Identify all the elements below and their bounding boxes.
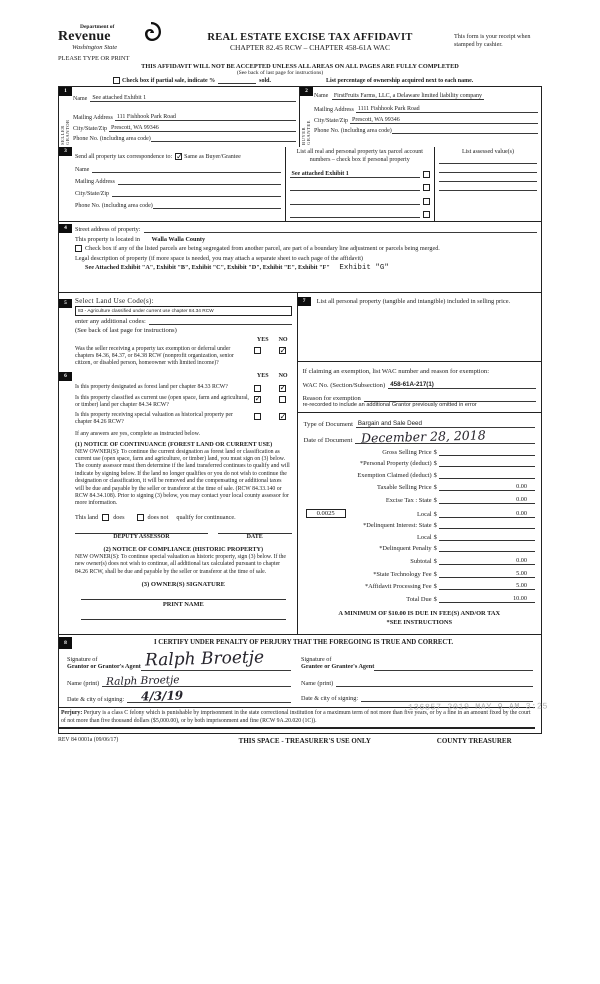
section-6-badge: 6 [59, 372, 72, 381]
corr-name-value[interactable] [92, 172, 280, 173]
fee-exemption-value[interactable] [439, 478, 535, 479]
grantee-signature-line[interactable] [374, 657, 533, 671]
doc-date-value[interactable]: December 28, 2018 [361, 427, 487, 446]
question-current-use: Is this property classified as current use (open space, farm and agricultural, or timber) land per chapter 84.34 RCW? ✓ [75, 395, 292, 409]
question-exemption: Was the seller receiving a property tax exemption or deferral under chapters 84.36, 84.37, or 84.38 RCW (nonprofit organization, senior citizen, or disabled person, homeowner with limited income)? ✓ [75, 346, 292, 368]
question-historic: Is this property receiving special valuation as historical property per chapter 84.26 RCW? ✓ [75, 412, 292, 426]
doc-type-label: Type of Document [303, 421, 353, 428]
legal-description-value[interactable]: See Attached Exhibit "A", Exhibit "B", Exhibit "C", Exhibit "D", Exhibit "E", Exhibit "F" [85, 264, 330, 271]
buyer-phone-label: Phone No. (including area code) [314, 127, 392, 134]
assessed-values-box [435, 147, 541, 221]
see-back-note: (See back of last page for instructions) [236, 70, 324, 76]
fee-row-delinq-interest-local: Local $ [304, 534, 535, 541]
corr-city-label: City/State/Zip [75, 191, 109, 197]
fee-delinq-penalty-value[interactable] [439, 551, 535, 552]
fee-delinq-interest-local-value[interactable] [439, 540, 535, 541]
form-footer [58, 737, 542, 745]
minimum-fee-note: A MINIMUM OF $10.00 IS DUE IN FEE(S) AND/OR TAX [338, 609, 501, 617]
historic-no-checkbox[interactable] [279, 413, 286, 420]
ownership-note: List percentage of ownership acquired next to each name. [326, 78, 474, 84]
owners-signature-label: (3) OWNER(S) SIGNATURE [141, 581, 225, 589]
question-forest-land: Is this property designated as forest land per chapter 84.33 RCW? ✓ [75, 384, 292, 392]
grantor-signature-line[interactable] [141, 647, 291, 671]
parcel-personal-checkbox-1[interactable] [423, 171, 430, 178]
grantor-signature-block [67, 647, 301, 704]
land-use-title: Select Land Use Code(s): [75, 296, 154, 305]
buyer-city-value[interactable]: Prescott, WA 99346 [350, 117, 538, 124]
assessed-line-3[interactable] [439, 181, 537, 182]
fee-row-taxable: Taxable Selling Price $ 0.00 [304, 483, 535, 491]
corr-city-value[interactable] [112, 196, 281, 197]
personal-property-box [303, 295, 536, 361]
corr-mailing-value[interactable] [118, 184, 281, 185]
exemption-no-checkbox[interactable] [279, 347, 286, 354]
parcel-line-3[interactable] [290, 204, 420, 205]
grantor-sig-label-1: Signature of [67, 655, 98, 663]
notice-compliance-title: (2) NOTICE OF COMPLIANCE (HISTORIC PROPERTY) [103, 545, 264, 553]
section-1-badge: 1 [59, 87, 72, 96]
seller-side-label: SELLER GRANTOR [60, 119, 70, 145]
located-in-label: This property is located in [75, 235, 140, 243]
grantee-signature-block [301, 652, 535, 704]
assessed-line-4[interactable] [439, 190, 537, 191]
segregated-checkbox[interactable] [75, 245, 82, 252]
corr-name-label: Name [75, 167, 90, 173]
wac-label: WAC No. (Section/Subsection) [302, 381, 386, 389]
grantor-name-print-label: Name (print) [67, 680, 100, 688]
no-header-6: NO [278, 373, 288, 380]
fee-row-tech-fee: *State Technology Fee $ 5.00 [304, 570, 535, 578]
reet-affidavit-form [58, 24, 542, 745]
personal-property-label: List all personal property (tangible and intangible) included in selling price. [316, 297, 511, 305]
seller-city-label: City/State/Zip [73, 126, 107, 132]
partial-sale-label: Check box if partial sale, indicate % [122, 78, 216, 84]
grantee-sig-label-1: Signature of [301, 655, 332, 663]
additional-codes-label: enter any additional codes: [75, 318, 146, 325]
same-as-buyer-label: Same as Buyer/Grantee [184, 153, 241, 160]
seller-city-value[interactable]: Prescott, WA 99346 [109, 125, 296, 132]
seller-grantor-box [59, 87, 300, 147]
section-7-badge: 7 [298, 297, 311, 306]
grantor-date-city-line[interactable] [127, 688, 291, 704]
does-not-checkbox[interactable] [137, 514, 144, 521]
fee-subtotal-value[interactable]: 0.00 [439, 557, 535, 565]
assessed-line-1[interactable] [439, 163, 537, 164]
please-type-or-print: PLEASE TYPE OR PRINT [58, 55, 130, 62]
forest-yes-checkbox[interactable] [254, 385, 261, 392]
grantor-name-print-line[interactable] [102, 676, 291, 687]
revenue-swirl-icon [140, 21, 162, 48]
seller-mailing-label: Mailing Address [73, 115, 113, 121]
doc-date-label: Date of Document [303, 437, 353, 444]
treasurer-date-stamp: 136857 2019 MAY 9 AM 3:25 [407, 701, 549, 713]
doc-type-value[interactable]: Bargain and Sale Deed [356, 420, 535, 428]
fee-processing-fee-value[interactable]: 5.00 [439, 582, 535, 590]
print-name-line[interactable] [81, 608, 286, 620]
section-8-badge: 8 [59, 637, 72, 649]
parcel-personal-checkbox-4[interactable] [423, 211, 430, 218]
parcel-line-4[interactable] [290, 217, 420, 218]
forest-no-checkbox[interactable] [279, 385, 286, 392]
deputy-assessor-line[interactable]: DEPUTY ASSESSOR [75, 533, 208, 540]
owners-signature-line[interactable] [81, 588, 286, 600]
form-title: REAL ESTATE EXCISE TAX AFFIDAVIT [207, 32, 413, 43]
seller-name-value[interactable]: See attached Exhibit 1 [90, 95, 296, 102]
legal-description-label: Legal description of property (if more space is needed, you may attach a separate sheet to each page of the affidavit) [75, 254, 363, 262]
land-use-column [59, 293, 298, 634]
document-and-fees-box [298, 412, 541, 630]
fee-row-gross: Gross Selling Price $ [304, 449, 535, 456]
does-checkbox[interactable] [102, 514, 109, 521]
logo-dept-text: Department of [80, 24, 115, 30]
parcel-numbers-box [286, 147, 435, 221]
fee-row-exemption: Exemption Claimed (deduct) $ [304, 472, 535, 479]
see-back-instructions: (See back of last page for instructions) [75, 327, 177, 334]
perjury-notice: Perjury: Perjury is a class C felony which is punishable by imprisonment in the state correctional institution for a maximum term of not more than five years, or by a fine in an amount fixed by the court of not more than five thousand dollars ($5,000.00), or by both imprisonment and fine (RCW 9A.20.020 (1C)). [59, 707, 535, 729]
receipt-note: This form is your receipt when stamped by cashier. [454, 33, 531, 49]
deputy-date-line[interactable]: DATE [218, 533, 292, 540]
certify-statement: I CERTIFY UNDER PENALTY OF PERJURY THAT THE FOREGOING IS TRUE AND CORRECT. [153, 639, 454, 647]
buyer-side-label: BUYER GRANTEE [301, 120, 311, 145]
sold-label: sold. [259, 78, 272, 84]
parcel-line-2[interactable] [290, 190, 420, 191]
tax-computation-column [298, 293, 541, 634]
seller-phone-value[interactable] [151, 141, 296, 142]
logo-state-text: Washington State [72, 44, 118, 51]
fee-taxable-value[interactable]: 0.00 [439, 483, 535, 491]
grantor-date-city-label: Date & city of signing: [67, 696, 125, 704]
segregated-label: Check box if any of the listed parcels are being segregated from another parcel, are part of a boundary line adjustment or parcels being merged. [85, 245, 440, 252]
county-treasurer-label: COUNTY TREASURER [436, 737, 512, 746]
fee-delinq-interest-state-value[interactable] [439, 528, 535, 529]
form-header [58, 24, 542, 62]
fee-table [304, 449, 535, 603]
section-2-badge: 2 [300, 87, 313, 96]
dor-logo [58, 24, 166, 62]
section-5-badge: 5 [59, 299, 72, 308]
historic-yes-checkbox[interactable] [254, 413, 261, 420]
fee-row-delinq-interest-state: *Delinquent Interest: State $ [304, 522, 535, 529]
section-3-badge: 3 [59, 147, 72, 156]
certification-box [58, 635, 542, 735]
fee-tech-fee-value[interactable]: 5.00 [439, 570, 535, 578]
logo-revenue-text: Revenue [58, 29, 111, 44]
parcel-personal-checkbox-3[interactable] [423, 198, 430, 205]
notice-continuance-body: NEW OWNER(S): To continue the current designation as forest land or classification as current use (open space, farm and agriculture, or timber) land, you must sign on (3) below. The county assessor must then determine if the land transferred continues to qualify and will indicate by signing below. If the land no longer qualifies or you do not wish to continue the designation or classification, it will be removed and the compensating or additional taxes will be due and payable by the seller or transferor at the time of sale. (RCW 84.33.140 or RCW 84.34.108). Prior to signing (3) below, you may contact your local county assessor for more information. [75, 448, 290, 507]
grantee-sig-label-2: Grantee or Grantee's Agent [301, 663, 375, 671]
exemption-claim-label: If claiming an exemption, list WAC number and reason for exemption: [302, 367, 490, 375]
send-correspondence-label: Send all property tax correspondence to: [75, 153, 173, 160]
grantor-sig-label-2: Grantor or Grantor's Agent [67, 663, 141, 671]
fee-row-total-due: Total Due $ 10.00 [304, 595, 535, 603]
continuance-qualify-row: This land does does not qualify for continuance. [75, 513, 236, 521]
buyer-city-label: City/State/Zip [314, 117, 348, 124]
corr-mailing-label: Mailing Address [75, 179, 115, 185]
grantor-date-city-value: 4/3/19 [140, 688, 184, 704]
same-as-buyer-checkbox[interactable] [175, 153, 182, 160]
fee-gross-value[interactable] [439, 455, 535, 456]
seller-name-label: Name [73, 96, 88, 102]
fee-row-personal: *Personal Property (deduct) $ [304, 460, 535, 467]
current-use-yes-checkbox[interactable] [254, 396, 261, 403]
grantor-name-print-value: Ralph Broetje [105, 674, 180, 689]
see-instructions-note: *SEE INSTRUCTIONS [386, 618, 453, 626]
corr-phone-label: Phone No. (including area code) [75, 203, 153, 209]
notice-compliance-body: NEW OWNER(S): To continue special valuation as historic property, sign (3) below. If the new owner(s) does not wish to continue, all additional tax calculated pursuant to chapter 84.26 RCW, shall be due and payable by the seller or transferor at the time of sale. [75, 553, 286, 575]
fee-row-excise-state: Excise Tax : State $ 0.00 [304, 496, 535, 504]
current-use-no-checkbox[interactable] [279, 396, 286, 403]
fee-local-value[interactable]: 0.00 [439, 510, 535, 518]
additional-codes-value[interactable] [149, 324, 292, 325]
fee-total-due-value[interactable]: 10.00 [439, 595, 535, 603]
land-use-code-select[interactable]: 83 - Agriculture classified under current use chapter 84.34 RCW [75, 306, 292, 316]
seller-mailing-value[interactable]: 111 Fishhook Park Road [115, 114, 296, 121]
buyer-phone-value[interactable] [392, 133, 538, 134]
tax-correspondence-box [59, 147, 286, 221]
exemption-box [298, 361, 541, 413]
treasurer-space-label: THIS SPACE - TREASURER'S USE ONLY [238, 737, 371, 746]
fee-row-delinq-penalty: *Delinquent Penalty $ [304, 545, 535, 552]
grantee-date-city-label: Date & city of signing: [301, 695, 359, 703]
reason-value[interactable]: re-recorded to include an additional Grantor previously omitted in error [302, 402, 477, 408]
print-name-label: PRINT NAME [162, 601, 204, 609]
parcel-personal-checkbox-2[interactable] [423, 184, 430, 191]
seller-phone-label: Phone No. (including area code) [73, 136, 151, 142]
located-in-value[interactable]: Walla Walla County [151, 235, 206, 243]
assessed-header: List assessed value(s) [461, 149, 514, 155]
assessed-line-2[interactable] [439, 172, 537, 173]
reason-label: Reason for exemption [302, 394, 361, 402]
fee-row-local: 0.0025 Local $ 0.00 [304, 509, 535, 518]
no-header-5: NO [278, 337, 288, 343]
yes-header-6: YES [256, 373, 269, 380]
buyer-grantee-box [300, 87, 541, 147]
buyer-name-value[interactable]: FirstFruits Farms, LLC, a Delaware limited liability company [333, 93, 482, 99]
fee-excise-state-value[interactable]: 0.00 [439, 496, 535, 504]
exemption-yes-checkbox[interactable] [254, 347, 261, 354]
property-location-box [58, 222, 542, 293]
fee-personal-value[interactable] [439, 466, 535, 467]
if-yes-note: If any answers are yes, complete as instructed below. [75, 430, 200, 437]
acceptance-warning: THIS AFFIDAVIT WILL NOT BE ACCEPTED UNLESS ALL AREAS ON ALL PAGES ARE FULLY COMPLETED [141, 63, 459, 70]
grantor-signature-value: Ralph Broetje [144, 647, 265, 671]
fee-row-processing-fee: *Affidavit Processing Fee $ 5.00 [304, 582, 535, 590]
legal-description-typed[interactable]: Exhibit "G" [339, 264, 389, 272]
buyer-name-label: Name [314, 93, 329, 99]
local-rate-box[interactable]: 0.0025 [306, 509, 346, 518]
rev-number: REV 84 0001a (09/06/17) [58, 737, 119, 744]
notice-continuance-title: (1) NOTICE OF CONTINUANCE (FOREST LAND OR CURRENT USE) [75, 440, 273, 448]
street-address-label: Street address of property: [75, 226, 141, 233]
form-subtitle: CHAPTER 82.45 RCW – CHAPTER 458-61A WAC [230, 43, 390, 52]
partial-sale-checkbox[interactable] [113, 77, 120, 84]
corr-phone-value[interactable] [153, 208, 281, 209]
parcel-header: List all real and personal property tax parcel account numbers – check box if personal property [296, 149, 423, 163]
buyer-mailing-label: Mailing Address [314, 106, 354, 113]
parcel-value[interactable]: See attached Exhibit 1 [290, 171, 420, 178]
fee-row-subtotal: Subtotal $ 0.00 [304, 557, 535, 565]
grantee-name-print-label: Name (print) [301, 680, 334, 688]
grantee-date-city-line[interactable] [361, 692, 533, 702]
buyer-mailing-value[interactable]: 1111 Fishhook Park Road [356, 106, 538, 113]
grantee-name-print-line[interactable] [336, 677, 533, 687]
yes-header-5: YES [256, 337, 269, 343]
wac-value[interactable]: 458-61A-217(1) [390, 380, 434, 388]
section-4-badge: 4 [59, 224, 72, 233]
street-address-value[interactable] [144, 232, 537, 233]
